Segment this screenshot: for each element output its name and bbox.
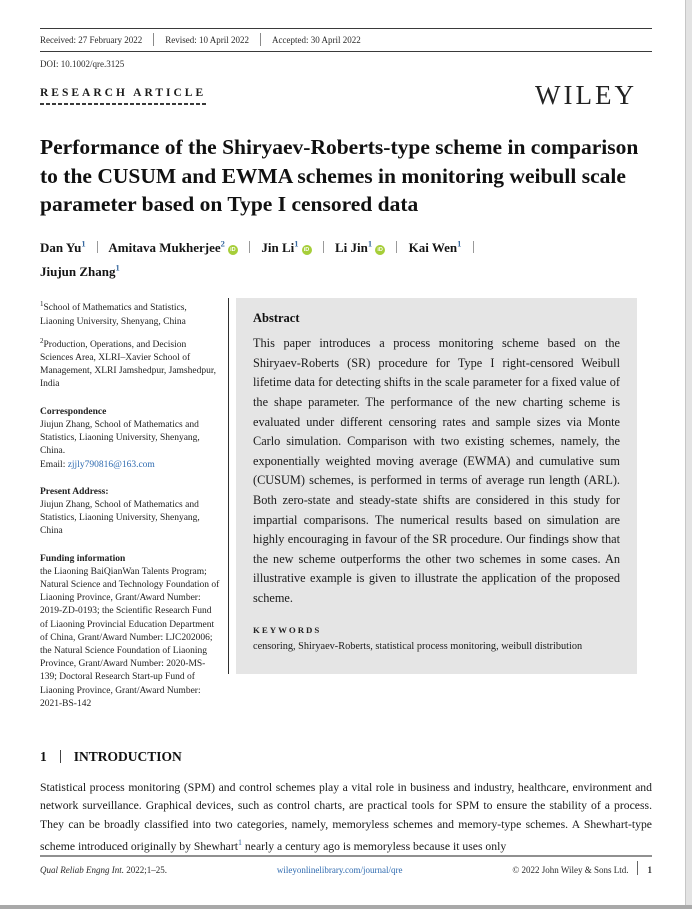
affiliation-text: School of Mathematics and Statistics, Liaoning University, Shenyang, China <box>40 303 187 327</box>
funding-text: the Liaoning BaiQianWan Talents Program; Natural Science and Technology Foundation of Liaoning Province, Grant/Award Number: 2019-ZD-0193; the Scientific Research Fund of Liaoning Provincial Education Department of China, Grant/Award Number: LJC202006; the Natural Science Foundation of Liaoning Province, Grant/Award Number: 2020-MS-139; Doctoral Research Start-up Fund of Liaoning Province, Grant/Award Number: 2021-BS-142 <box>40 566 220 709</box>
doi: DOI: 10.1002/qre.3125 <box>40 59 125 69</box>
correspondence-email-line <box>40 459 220 472</box>
article-type-underline <box>40 103 206 105</box>
keywords-heading: KEYWORDS <box>253 625 322 636</box>
article-type <box>40 87 206 105</box>
present-address-text: Jiujun Zhang, School of Mathematics and Statistics, Liaoning University, Shenyang, China <box>40 499 200 537</box>
author <box>108 240 238 255</box>
reference-superscript-link[interactable]: 1 <box>238 838 242 848</box>
author-list <box>40 234 652 283</box>
separator <box>473 241 474 253</box>
separator <box>637 861 638 875</box>
author-name: Jiujun Zhang <box>40 264 116 280</box>
affiliation <box>40 335 220 392</box>
correspondence-block <box>40 406 220 472</box>
affiliation-superscript: 1 <box>40 300 44 309</box>
affiliation-text: Production, Operations, and Decision Sciences Area, XLRI–Xavier School of Management, XLRI Jamshedpur, Jamshedpur, India <box>40 339 217 390</box>
received-date: Received: 27 February 2022 <box>40 34 143 45</box>
author <box>40 240 86 255</box>
orcid-icon[interactable]: iD <box>375 245 385 255</box>
orcid-icon[interactable]: iD <box>228 245 238 255</box>
footer-citation <box>40 865 167 875</box>
page-number: 1 <box>647 865 652 875</box>
email-link[interactable]: zjjly790816@163.com <box>67 459 155 470</box>
author-name: Jin Li <box>261 239 295 255</box>
page-footer <box>40 855 652 877</box>
correspondence-heading: Correspondence <box>40 406 107 417</box>
author-name: Dan Yu <box>40 239 82 255</box>
introduction-paragraph <box>40 779 652 857</box>
orcid-icon[interactable]: iD <box>302 245 312 255</box>
keywords-text: censoring, Shiryaev-Roberts, statistical process monitoring, weibull distribution <box>253 641 583 653</box>
present-address-heading: Present Address: <box>40 486 109 497</box>
paper-title: Performance of the Shiryaev-Roberts-type scheme in comparison to the CUSUM and EWMA schemes in monitoring weibull scale parameter based on Type I censored data <box>40 135 639 216</box>
footer-copyright-area <box>512 863 652 877</box>
author <box>409 240 462 255</box>
journal-abbreviation: Qual Reliab Engng Int. <box>40 865 124 875</box>
author-affiliation-superscript: 1 <box>115 262 120 273</box>
side-info-column <box>40 298 220 725</box>
separator <box>249 241 250 253</box>
dates-bar <box>40 28 652 52</box>
abstract-box <box>236 298 637 674</box>
wiley-logo: WILEY <box>535 80 637 110</box>
page-right-edge <box>685 0 692 909</box>
abstract-wrap <box>228 298 637 674</box>
affiliation-superscript: 2 <box>40 336 44 345</box>
author-affiliation-superscript: 2 <box>220 238 225 249</box>
author-name: Amitava Mukherjee <box>108 239 221 255</box>
author <box>40 264 120 279</box>
footer-journal-link[interactable]: wileyonlinelibrary.com/journal/qre <box>276 865 403 875</box>
funding-block <box>40 553 220 711</box>
author-name: Kai Wen <box>408 239 458 255</box>
section-title: INTRODUCTION <box>73 748 182 764</box>
section-heading-introduction <box>40 749 652 765</box>
separator <box>323 241 324 253</box>
section-number: 1 <box>40 748 47 764</box>
page-content <box>40 0 652 856</box>
copyright-text: © 2022 John Wiley & Sons Ltd. <box>512 865 629 875</box>
column-divider <box>228 298 229 674</box>
author-affiliation-superscript: 1 <box>81 238 86 249</box>
abstract-heading: Abstract <box>253 311 300 326</box>
separator <box>60 750 61 763</box>
info-and-abstract <box>40 298 652 725</box>
author-affiliation-superscript: 1 <box>457 238 462 249</box>
paragraph-text: Statistical process monitoring (SPM) and control schemes play a vital role in business and industry, healthcare, environment and network surveillance. Graphical devices, such as control charts, are practical tools for SPM to ensure the stability of a process. They can be broadly classified into two categories, namely, memoryless schemes and memory-type schemes. A Shewhart-type scheme introduced originally by Shewhart <box>40 780 652 854</box>
separator <box>97 241 98 253</box>
separator <box>153 33 154 46</box>
separator <box>396 241 397 253</box>
page-bottom-edge <box>0 905 692 909</box>
funding-heading: Funding information <box>40 553 126 564</box>
citation-detail: 2022;1–25. <box>124 865 168 875</box>
revised-date: Revised: 10 April 2022 <box>165 34 249 45</box>
correspondence-text: Jiujun Zhang, School of Mathematics and Statistics, Liaoning University, Shenyang, China. <box>40 419 200 457</box>
author-affiliation-superscript: 1 <box>294 238 299 249</box>
abstract-text: This paper introduces a process monitoring scheme based on the Shiryaev-Roberts (SR) procedure for Type I right-censored Weibull lifetime data for detecting shifts in the scale parameter for a fixed value of the shape parameter. The performance of the new charting scheme is evaluated under different censoring rates and sample sizes via Monte Carlo simulation. Comparison with two existing schemes, namely, the exponentially weighted moving average (EWMA) and cumulative sum (CUSUM) schemes, is performed in terms of average run length (ARL). Both zero-state and steady-state shifts are considered in this study for impartial comparisons. The numerical results based on simulation are highly encouraging in favour of the SR procedure. Our findings show that the new scheme outperforms the other two schemes in some cases. An illustrative example is given to illustrate the application of the proposed scheme. <box>253 336 620 605</box>
present-address-block <box>40 486 220 539</box>
paragraph-text: nearly a century ago is memoryless because it uses only <box>242 840 507 854</box>
affiliation <box>40 298 220 329</box>
separator <box>260 33 261 46</box>
author <box>335 240 385 255</box>
author-name: Li Jin <box>335 239 368 255</box>
accepted-date: Accepted: 30 April 2022 <box>271 34 361 45</box>
author <box>261 240 311 255</box>
author-affiliation-superscript: 1 <box>367 238 373 249</box>
article-type-row <box>40 82 652 109</box>
email-label: Email: <box>40 459 68 470</box>
article-type-label: RESEARCH ARTICLE <box>40 86 207 99</box>
